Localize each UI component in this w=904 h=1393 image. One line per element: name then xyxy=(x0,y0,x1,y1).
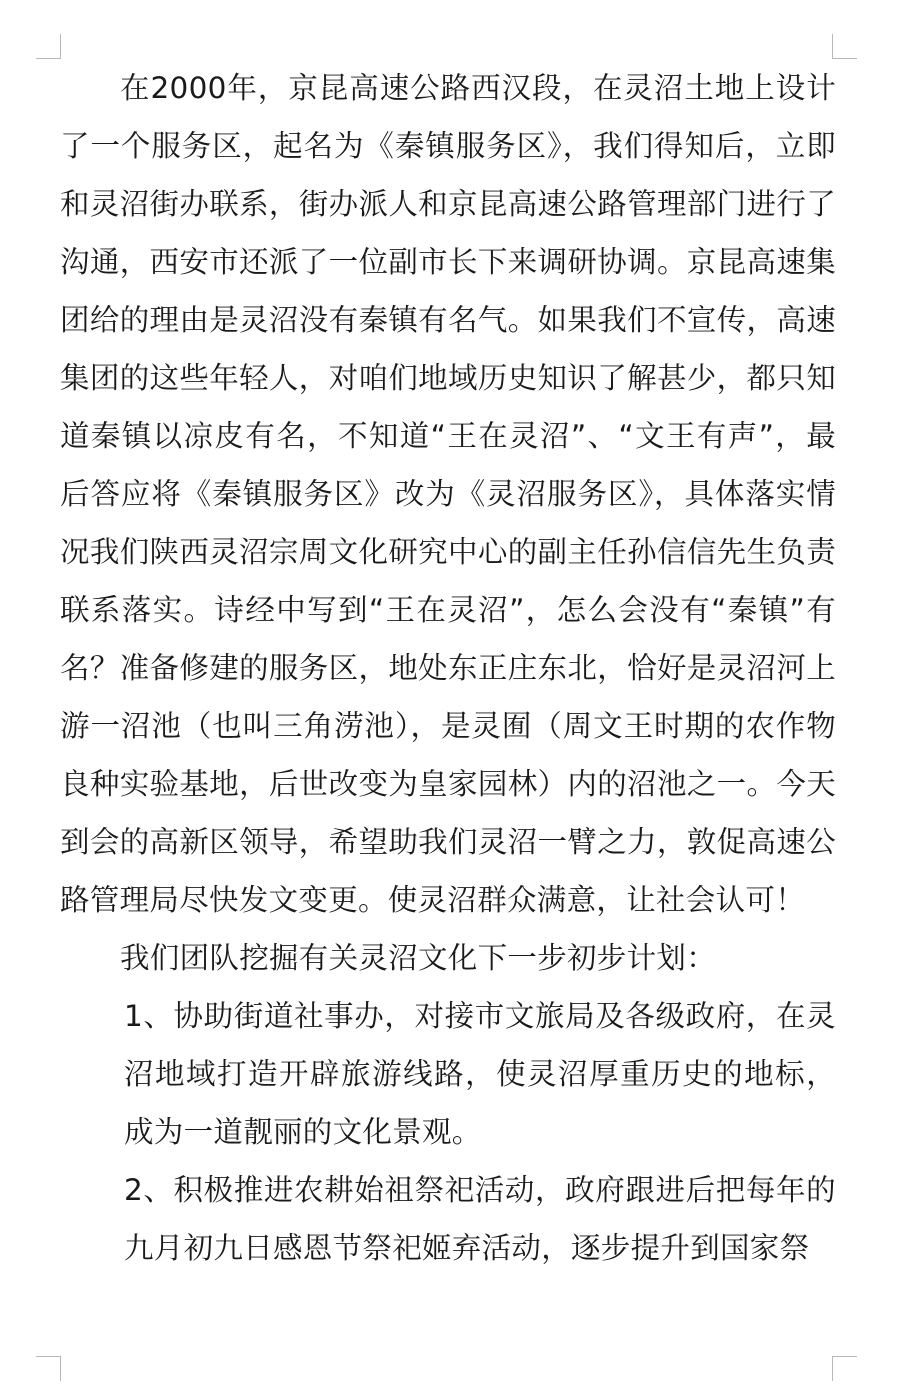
page-corner-mark-top-left xyxy=(36,34,61,59)
plan-list-item-2: 2、积极推进农耕始祖祭祀活动，政府跟进后把每年的九月初九日感恩节祭祀姬弃活动，逐步提升到国家祭 xyxy=(124,1173,836,1265)
plan-heading: 我们团队挖掘有关灵沼文化下一步初步计划： xyxy=(120,941,717,975)
plan-list-item-1: 1、协助街道社事办，对接市文旅局及各级政府，在灵沼地域打造开辟旅游线路，使灵沼厚重历史的地标，成为一道靓丽的文化景观。 xyxy=(124,999,836,1149)
paragraph-service-area-renaming: 在2000年，京昆高速公路西汉段，在灵沼土地上设计了一个服务区，起名为《秦镇服务区》，我们得知后，立即和灵沼街办联系，街办派人和京昆高速公路管理部门进行了沟通，西安市还派了一位副市长下来调研协调。京昆高速集团给的理由是灵沼没有秦镇有名气。如果我们不宣传，高速集团的这些年轻人，对咱们地域历史知识了解甚少，都只知道秦镇以凉皮有名，不知道“王在灵沼”、“文王有声”，最后答应将《秦镇服务区》改为《灵沼服务区》，具体落实情况我们陕西灵沼宗周文化研究中心的副主任孙信信先生负责联系落实。诗经中写到“王在灵沼”，怎么会没有“秦镇”有名？准备修建的服务区，地处东正庄东北，恰好是灵沼河上游一沼池（也叫三角涝池），是灵囿（周文王时期的农作物良种实验基地，后世改变为皇家园林）内的沼池之一。今天到会的高新区领导，希望助我们灵沼一臂之力，敦促高速公路管理局尽快发文变更。使灵沼群众满意，让社会认可！ xyxy=(60,71,836,917)
document-page-body xyxy=(60,59,836,1277)
page-corner-mark-bottom-left xyxy=(36,1356,61,1381)
page-corner-mark-top-right xyxy=(832,34,857,59)
plan-list xyxy=(60,987,836,1277)
page-corner-mark-bottom-right xyxy=(832,1356,857,1381)
